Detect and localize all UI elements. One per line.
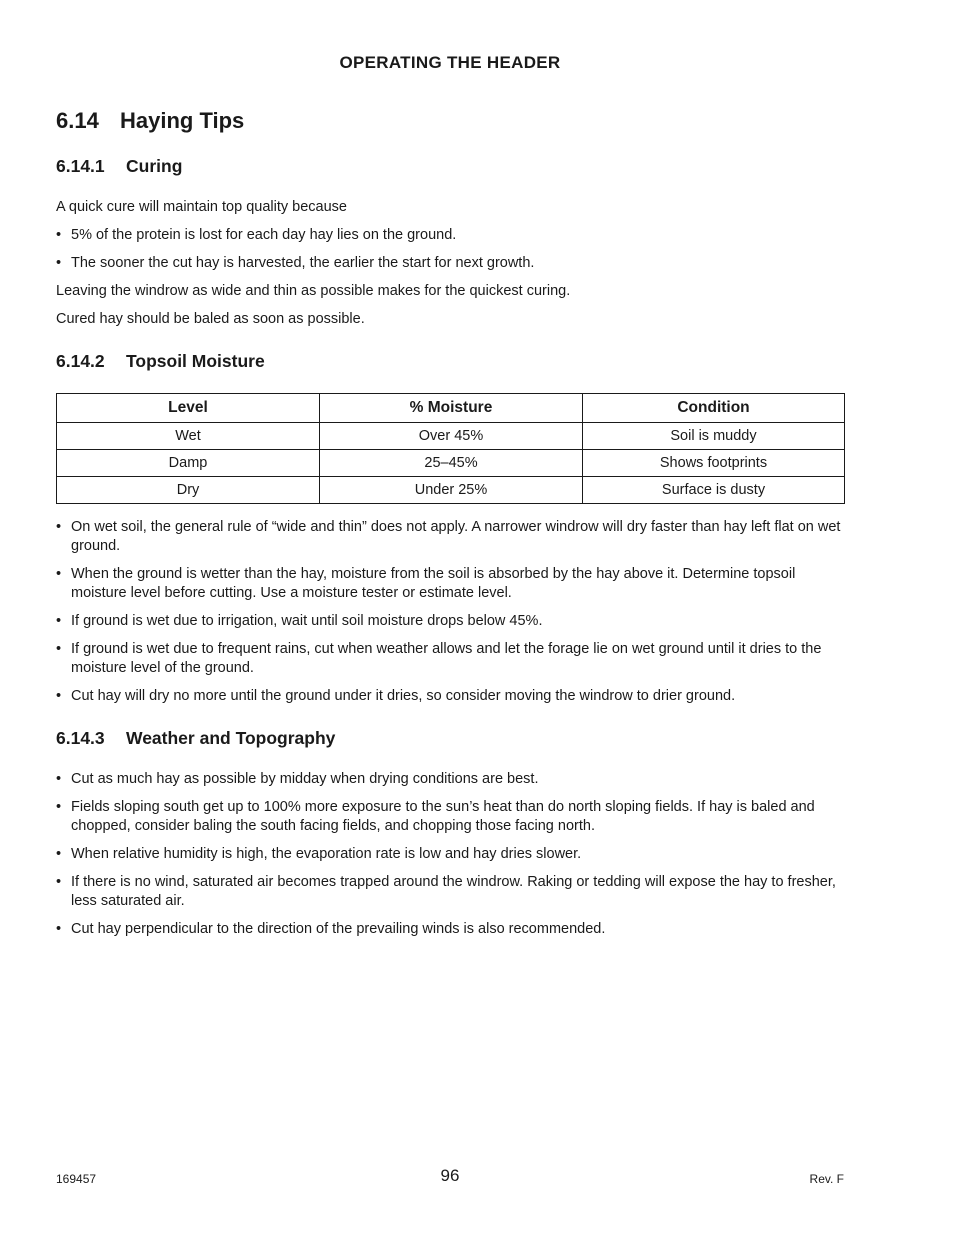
list-item: • Cut hay perpendicular to the direction of the prevailing winds is also recommended. <box>56 921 606 937</box>
list-item: • Cut as much hay as possible by midday when drying conditions are best. <box>56 771 539 787</box>
list-item: • Fields sloping south get up to 100% more exposure to the sun’s heat than do north sloping fields. If hay is baled and chopped, consider baling the south facing fields, and chopping those facing north. <box>56 799 815 834</box>
table-header-row <box>57 394 845 423</box>
section-heading: 6.14 Haying Tips <box>56 108 245 133</box>
table-cell: Over 45% <box>320 423 583 450</box>
curing-bullet-list <box>56 226 845 273</box>
table-cell: Damp <box>57 450 320 477</box>
list-item: • When relative humidity is high, the evaporation rate is low and hay dries slower. <box>56 846 582 862</box>
list-item: • On wet soil, the general rule of “wide and thin” does not apply. A narrower windrow will dry faster than hay left flat on wet ground. <box>56 519 841 554</box>
curing-paragraph: Leaving the windrow as wide and thin as possible makes for the quickest curing. <box>56 283 571 299</box>
page-content <box>56 106 845 948</box>
subsection-heading-topsoil: 6.14.2 Topsoil Moisture <box>56 351 265 371</box>
column-header: % Moisture <box>320 394 583 423</box>
table-cell: 25–45% <box>320 450 583 477</box>
page-number: 96 <box>440 1166 460 1185</box>
list-item: • When the ground is wetter than the hay, moisture from the soil is absorbed by the hay above it. Determine topsoil moisture level before cutting. Use a moisture tester or estimate level. <box>56 566 796 601</box>
moisture-table <box>56 393 845 504</box>
table-row <box>57 477 845 504</box>
table-cell: Under 25% <box>320 477 583 504</box>
list-item: • The sooner the cut hay is harvested, the earlier the start for next growth. <box>56 255 535 271</box>
table-cell: Dry <box>57 477 320 504</box>
weather-bullet-list <box>56 770 845 939</box>
list-item: • Cut hay will dry no more until the ground under it dries, so consider moving the windrow to drier ground. <box>56 688 736 704</box>
table-cell: Shows footprints <box>583 450 845 477</box>
table-cell: Soil is muddy <box>583 423 845 450</box>
topsoil-bullet-list <box>56 518 845 706</box>
curing-paragraph: Cured hay should be baled as soon as possible. <box>56 311 365 327</box>
list-item: • If ground is wet due to irrigation, wait until soil moisture drops below 45%. <box>56 613 543 629</box>
list-item: • If ground is wet due to frequent rains, cut when weather allows and let the forage lie on wet ground until it dries to the moisture level of the ground. <box>56 641 822 676</box>
revision-label: Rev. F <box>809 1172 844 1186</box>
curing-intro: A quick cure will maintain top quality because <box>56 199 347 215</box>
table-row <box>57 423 845 450</box>
table-row <box>57 450 845 477</box>
column-header: Level <box>57 394 320 423</box>
list-item: • 5% of the protein is lost for each day hay lies on the ground. <box>56 227 457 243</box>
subsection-heading-curing: 6.14.1 Curing <box>56 156 183 176</box>
page-header: OPERATING THE HEADER <box>339 53 561 72</box>
table-cell: Wet <box>57 423 320 450</box>
list-item: • If there is no wind, saturated air becomes trapped around the windrow. Raking or tedding will expose the hay to fresher, less saturated air. <box>56 874 836 909</box>
doc-number: 169457 <box>56 1172 97 1186</box>
column-header: Condition <box>583 394 845 423</box>
subsection-heading-weather: 6.14.3 Weather and Topography <box>56 728 336 748</box>
table-cell: Surface is dusty <box>583 477 845 504</box>
